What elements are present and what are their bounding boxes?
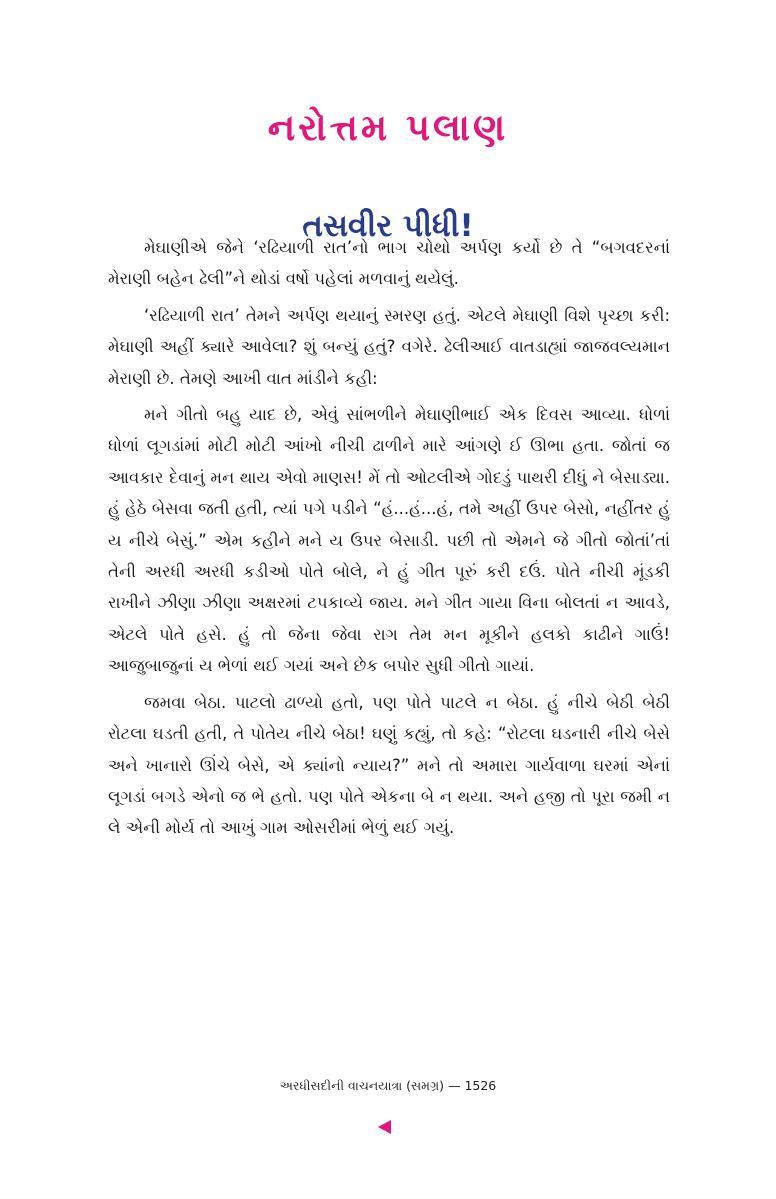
previous-page-arrow-icon[interactable] [378,1120,391,1134]
author-name: નરોત્તમ પલાણ [267,106,509,149]
paragraph-4: જમવા બેઠા. પાટલો ઢાળ્યો હતો, પણ પોતે પાટલે ન બેઠા. હું નીચે બેઠી બેઠી રોટલા ઘડતી હતી, તે પોતેય નીચે બેઠા! ઘણું કહ્યું, તો કહે: “રોટલા ઘડનારી નીચે બેસે અને ખાનારો ઊંચે બેસે, એ ક્યાંનો ન્યાય?” મને તો અમારા ગાર્યવાળા ઘરમાં એનાં લૂગડાં બગડે એનો જ ભે હતો. પણ પોતે એકના બે ન થયા. અને હજી તો પૂરા જમી ન લે એની મોર્ય તો આખું ગામ ઓસરીમાં ભેળું થઈ ગયું. [108,692,670,838]
article-body [108,232,670,849]
article-title: તસવીર પીધી! [302,208,474,244]
paragraph-1: મેઘાણીએ જેને ‘રઢિયાળી રાત’નો ભાગ ચોથો અર્પણ કર્યો છે તે “બગવદરનાં મેરાણી બહેન ઢેલી”ને થોડાં વર્ષો પહેલાં મળવાનું થયેલું. [108,238,670,289]
page-footer: અરધીસદીની વાચનયાત્રા (સમગ્ર) — 1526 [279,1078,497,1093]
paragraph-3: મને ગીતો બહુ યાદ છે, એવું સાંભળીને મેઘાણીભાઈ એક દિવસ આવ્યા. ધોળાં ધોળાં લૂગડાંમાં મોટી મોટી આંખો નીચી ઢાળીને મારે આંગણે ઈ ઊભા હતા. જોતાં જ આવકાર દેવાનું મન થાય એવો માણસ! મેં તો ઓટલીએ ગોદડું પાથરી દીધું ને બેસાડ્યા. હું હેઠે બેસવા જતી હતી, ત્યાં પગે પડીને “હં...હં...હં, તમે અહીં ઉપર બેસો, નહીંતર હું ય નીચે બેસું.” એમ કહીને મને ય ઉપર બેસાડી. પછી તો એમને જે ગીતો જોતાં’તાં તેની અરધી અરધી કડીઓ પોતે બોલે, ને હું ગીત પૂરું કરી દઉં. પોતે નીચી મૂંડકી રાખીને ઝીણા ઝીણા અક્ષરમાં ટપકાવ્યે જાય. મને ગીત ગાયા વિના બોલતાં ન આવડે, એટલે પોતે હસે. હું તો જેના જેવા રાગ તેમ મન મૂકીને હલકો કાઢીને ગાઉં! આજુબાજુનાં ય ભેળાં થઈ ગયાં અને છેક બપોર સુધી ગીતો ગાયાં. [108,405,670,676]
paragraph-2: ‘રઢિયાળી રાત’ તેમને અર્પણ થયાનું સ્મરણ હતું. એટલે મેઘાણી વિશે પૃચ્છા કરી: મેઘાણી અહીં ક્યારે આવેલા? શું બન્યું હતું? વગેરે. ઢેલીઆઈ વાતડાહ્યાં જાજવલ્યમાન મેરાણી છે. તેમણે આખી વાત માંડીને કહી: [108,305,670,388]
